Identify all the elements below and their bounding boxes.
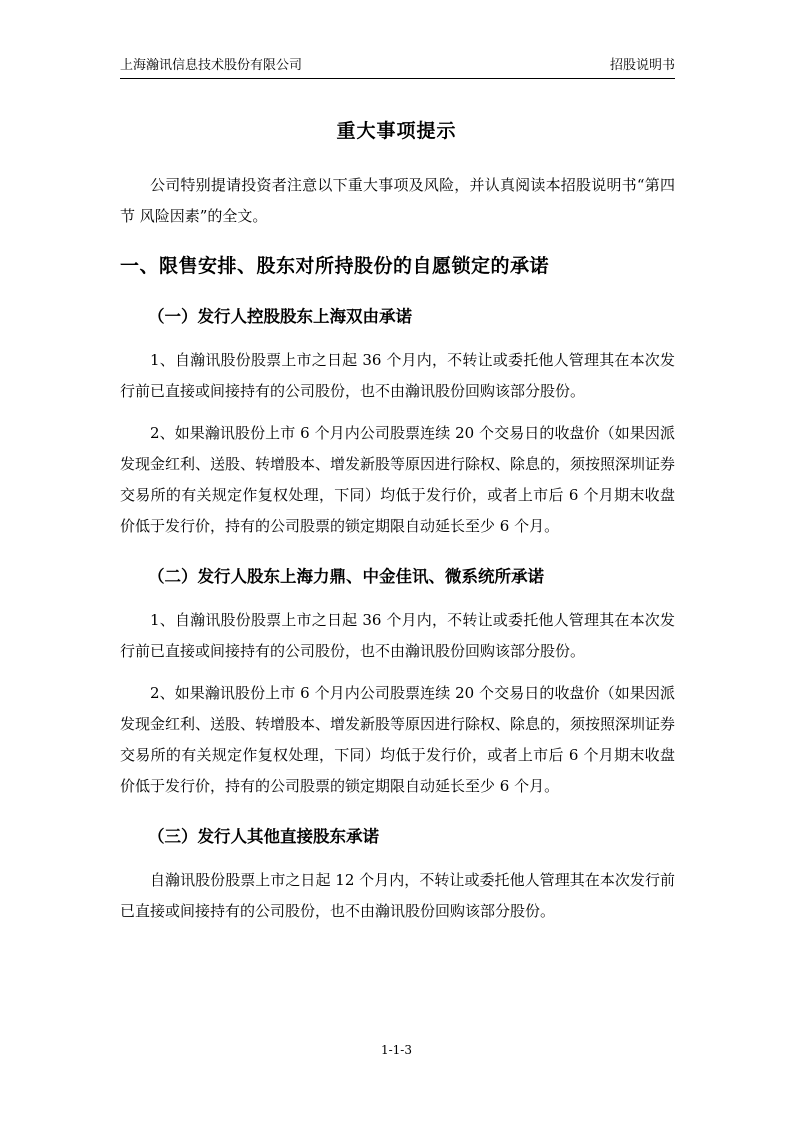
- subsection-3-heading: （三）发行人其他直接股东承诺: [148, 827, 379, 846]
- subsection-2-heading: （二）发行人股东上海力鼎、中金佳讯、微系统所承诺: [148, 567, 544, 586]
- subsection-2-paragraph-2: 2、如果瀚讯股份上市 6 个月内公司股票连续 20 个交易日的收盘价（如果因派发现金红利、送股、转增股本、增发新股等原因进行除权、除息的，须按照深圳证券交易所的有关规定作复权处理，下同）均低于发行价，或者上市后 6 个月期末收盘价低于发行价，持有的公司股票的锁定期限自动延长至少 6 个月。: [120, 684, 676, 795]
- subsection-1-heading: （一）发行人控股股东上海双由承诺: [148, 307, 412, 326]
- page-number: 1-1-3: [380, 1043, 412, 1057]
- subsection-2-paragraph-1: 1、自瀚讯股份股票上市之日起 36 个月内，不转让或委托他人管理其在本次发行前已直接或间接持有的公司股份，也不由瀚讯股份回购该部分股份。: [120, 611, 675, 660]
- subsection-1-paragraph-1: 1、自瀚讯股份股票上市之日起 36 个月内，不转让或委托他人管理其在本次发行前已直接或间接持有的公司股份，也不由瀚讯股份回购该部分股份。: [120, 351, 675, 400]
- subsection-3-paragraph-1: 自瀚讯股份股票上市之日起 12 个月内，不转让或委托他人管理其在本次发行前已直接或间接持有的公司股份，也不由瀚讯股份回购该部分股份。: [120, 871, 675, 920]
- page-title: 重大事项提示: [336, 120, 457, 142]
- page-header: [120, 56, 675, 79]
- header-document-type: 招股说明书: [609, 58, 675, 73]
- section-1-heading: 一、限售安排、股东对所持股份的自愿锁定的承诺: [120, 255, 550, 277]
- subsection-1-paragraph-2: 2、如果瀚讯股份上市 6 个月内公司股票连续 20 个交易日的收盘价（如果因派发现金红利、送股、转增股本、增发新股等原因进行除权、除息的，须按照深圳证券交易所的有关规定作复权处理，下同）均低于发行价，或者上市后 6 个月期末收盘价低于发行价，持有的公司股票的锁定期限自动延长至少 6 个月。: [120, 424, 676, 535]
- header-company-name: 上海瀚讯信息技术股份有限公司: [120, 58, 303, 73]
- intro-paragraph: 公司特别提请投资者注意以下重大事项及风险，并认真阅读本招股说明书“第四节 风险因素”的全文。: [120, 176, 675, 225]
